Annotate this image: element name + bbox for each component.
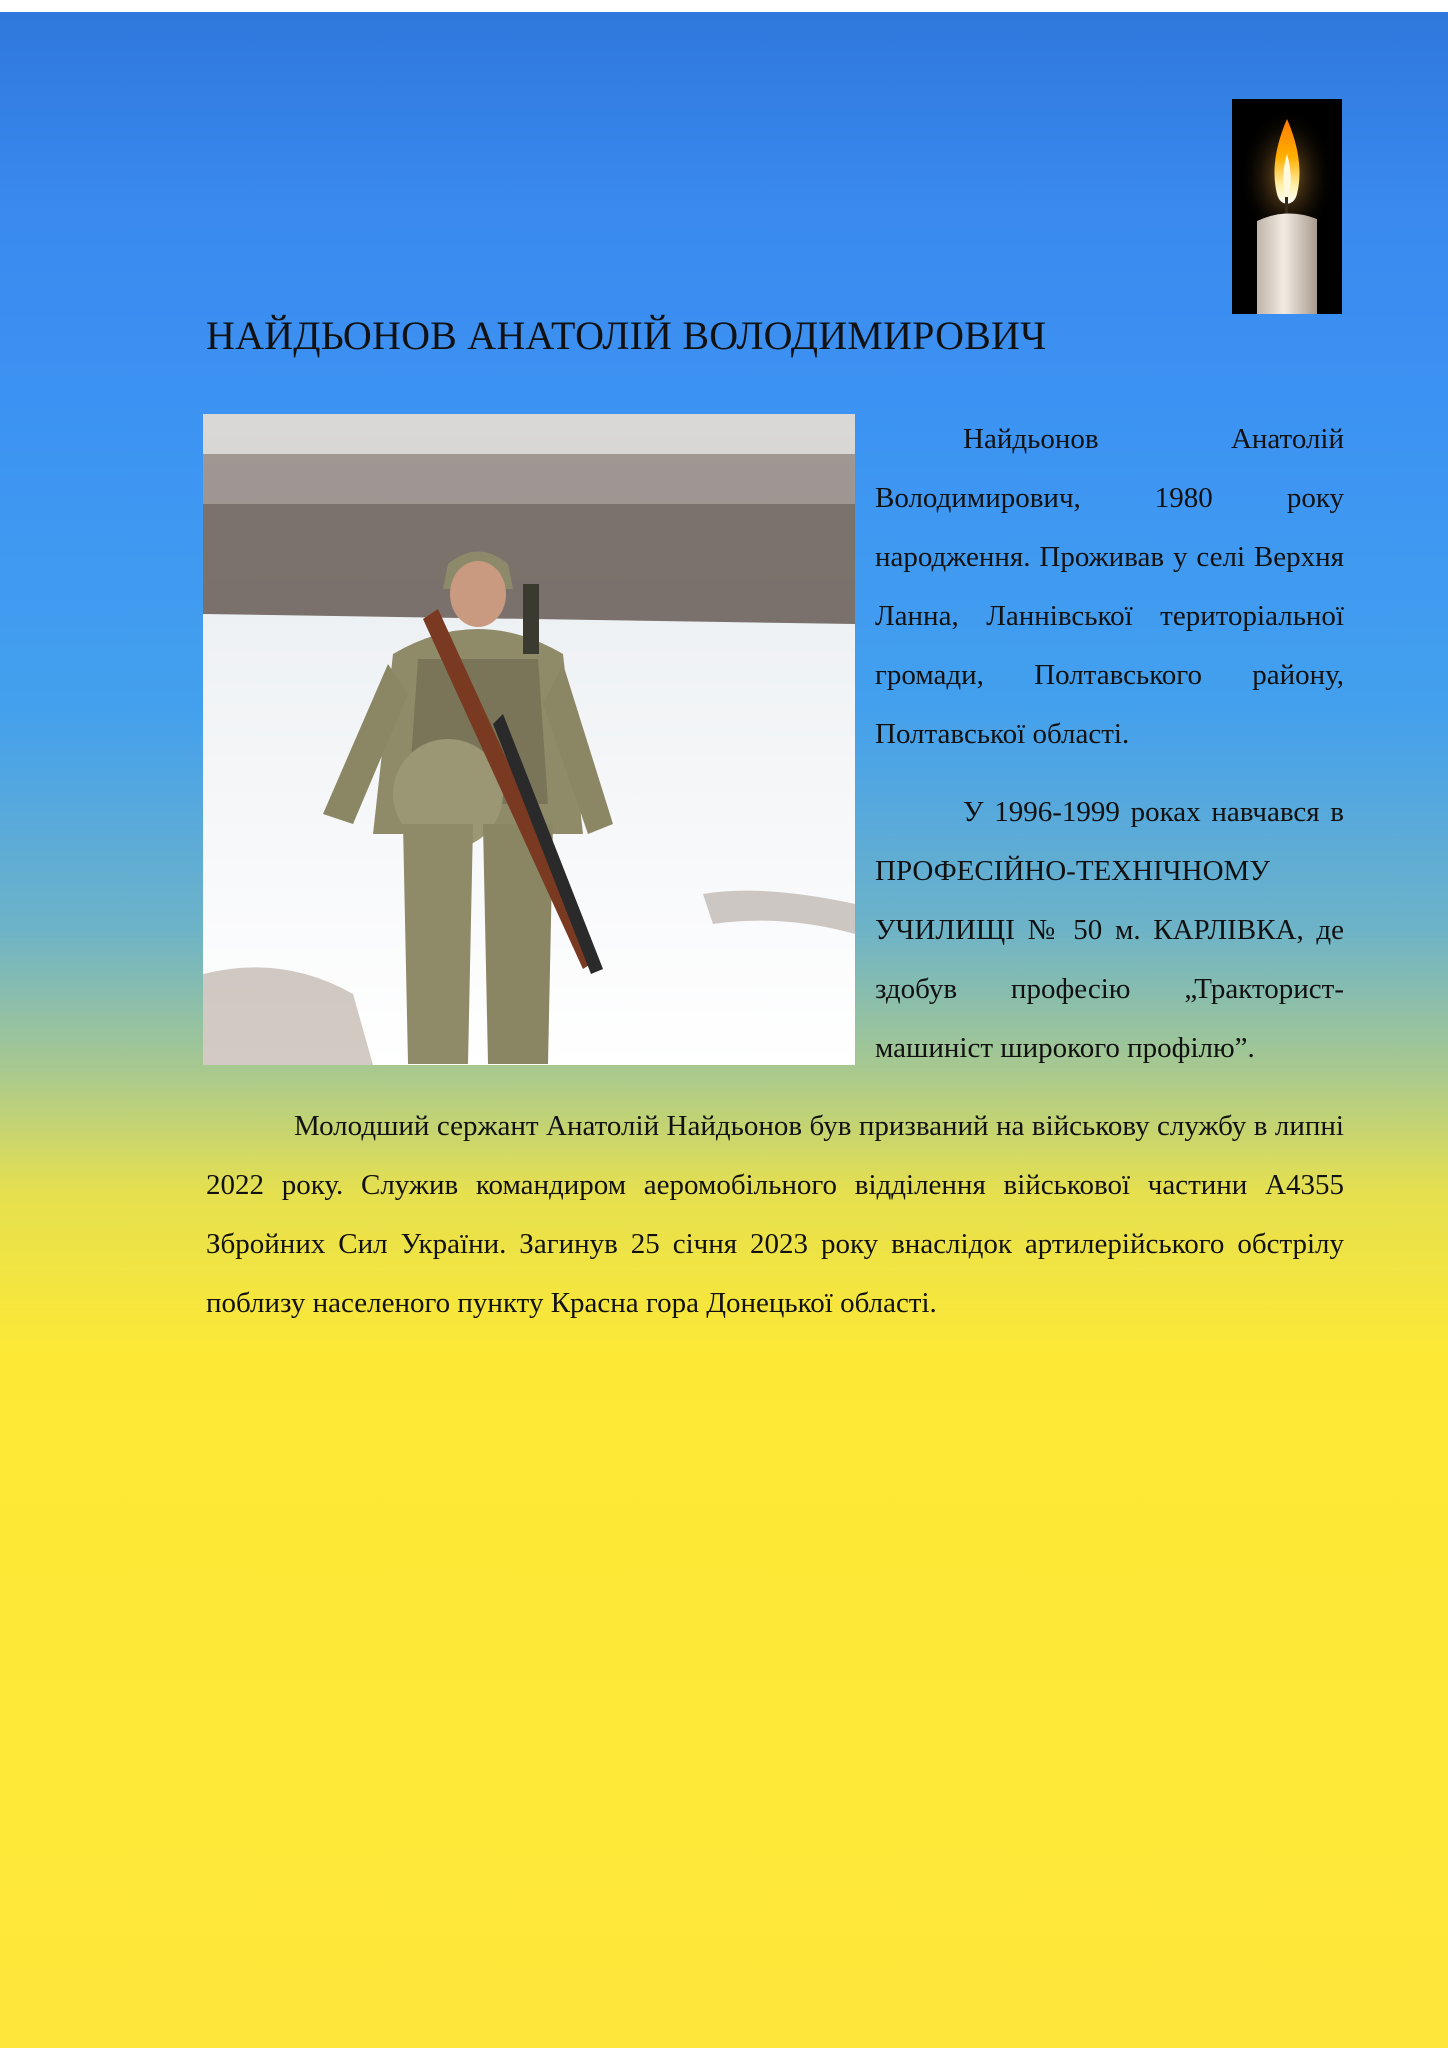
photo-spacer — [206, 410, 875, 1065]
biography-paragraph-3: Молодший сержант Анатолій Найдьонов був призваний на військову службу в липні 2022 року. Служив командиром аеромобільного відділення військової частини А4355 Збройних Сил України. Загинув 25 січня 2023 року внаслідок артилерійського обстрілу поблизу населеного пункту Красна гора Донецької області. — [206, 1110, 1344, 1319]
page-title: НАЙДЬОНОВ АНАТОЛІЙ ВОЛОДИМИРОВИЧ — [206, 313, 1047, 358]
biography-paragraph-2: У 1996-1999 роках навчався в ПРОФЕСІЙНО-ТЕХНІЧНОМУ УЧИЛИЩІ № 50 м. КАРЛІВКА, де здобув професію „Тракторист-машиніст широкого профілю”. — [875, 796, 1344, 1064]
biography-text — [206, 410, 1344, 1333]
candle-graphic — [1232, 99, 1342, 314]
memorial-page — [0, 12, 1448, 2048]
candle-icon — [1232, 99, 1342, 314]
biography-paragraph-1: Найдьонов Анатолій Володимирович, 1980 року народження. Проживав у селі Верхня Ланна, Ланнівської територіальної громади, Полтавського району, Полтавської області. — [875, 423, 1344, 750]
